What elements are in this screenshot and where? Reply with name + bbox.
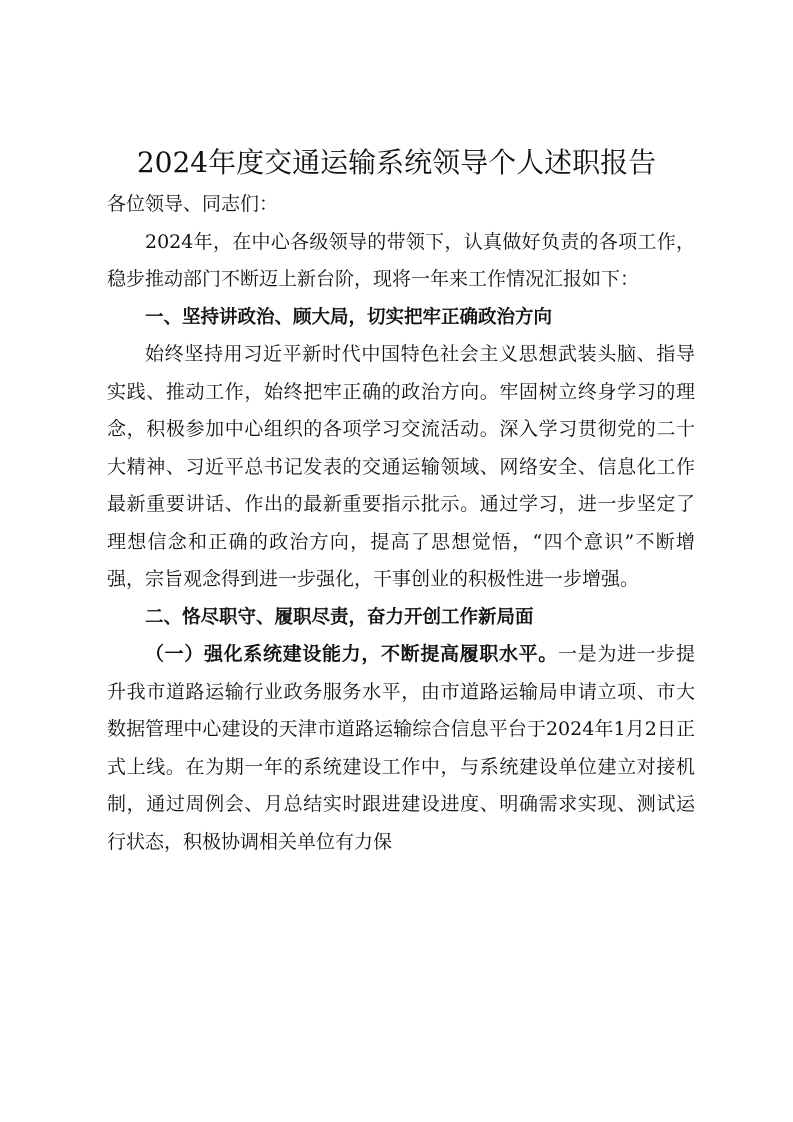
section-2-sub-1-paragraph: [107, 636, 695, 861]
section-2-sub-1-lead: （一）强化系统建设能力，不断提高履职水平。: [145, 643, 558, 665]
section-2-sub-1-text: 一是为进一步提升我市道路运输行业政务服务水平，由市道路运输局申请立项、市大数据管理中心建设的天津市道路运输综合信息平台于2024年1月2日正式上线。在为期一年的系统建设工作中，与系统建设单位建立对接机制，通过周例会、月总结实时跟进建设进度、明确需求实现、测试运行状态，积极协调相关单位有力保: [107, 643, 695, 853]
document-body: [107, 186, 695, 861]
intro-paragraph: 2024年，在中心各级领导的带领下，认真做好负责的各项工作，稳步推动部门不断迈上新台阶，现将一年来工作情况汇报如下：: [107, 230, 695, 290]
salutation: 各位领导、同志们：: [107, 193, 279, 215]
section-2-heading: 二、恪尽职守、履职尽责，奋力开创工作新局面: [145, 606, 534, 628]
section-1-heading: 一、坚持讲政治、顾大局，切实把牢正确政治方向: [145, 306, 553, 328]
document-title: 2024年度交通运输系统领导个人述职报告: [136, 146, 657, 179]
section-1-paragraph: 始终坚持用习近平新时代中国特色社会主义思想武装头脑、指导实践、推动工作，始终把牢正确的政治方向。牢固树立终身学习的理念，积极参加中心组织的各项学习交流活动。深入学习贯彻党的二十大精神、习近平总书记发表的交通运输领域、网络安全、信息化工作最新重要讲话、作出的最新重要指示批示。通过学习，进一步坚定了理想信念和正确的政治方向，提高了思想觉悟，“四个意识”不断增强，宗旨观念得到进一步强化，干事创业的积极性进一步增强。: [107, 343, 695, 590]
